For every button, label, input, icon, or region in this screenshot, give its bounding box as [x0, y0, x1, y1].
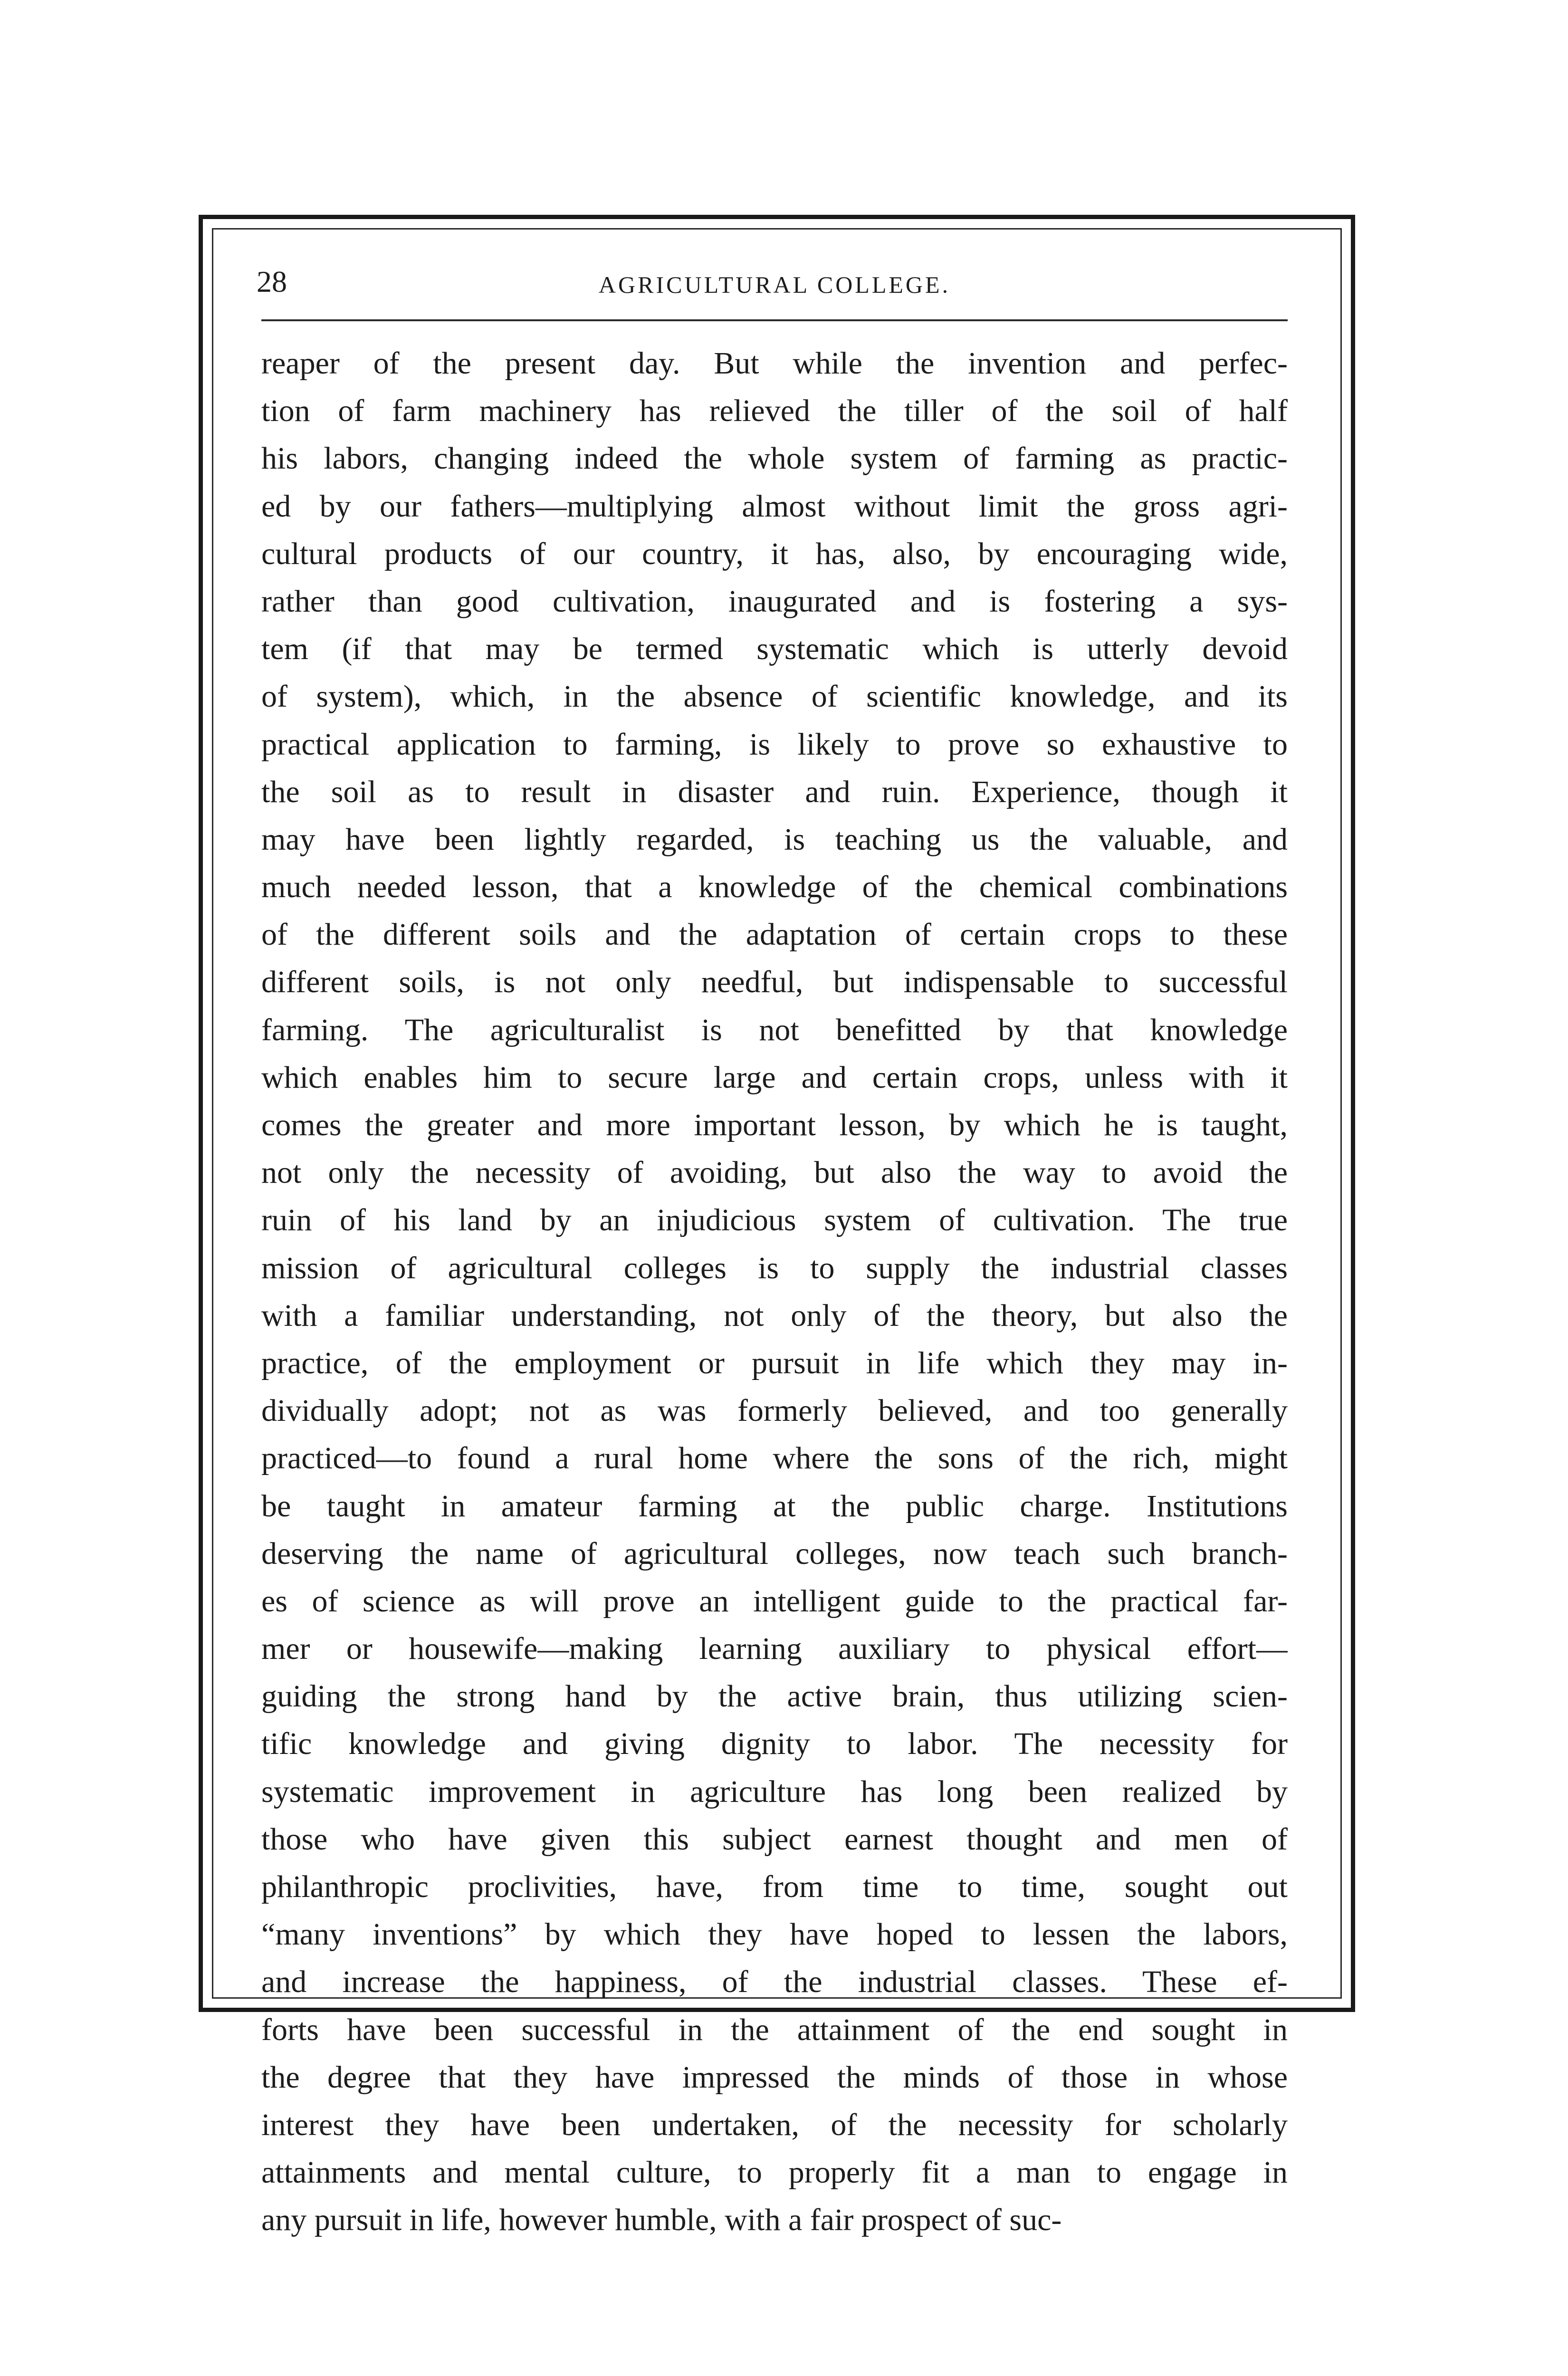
text-line: dividually adopt; not as was formerly believed, and too generally — [261, 1393, 1288, 1428]
text-line: may have been lightly regarded, is teaching us the valuable, and — [261, 822, 1288, 857]
text-line: interest they have been undertaken, of the necessity for scholarly — [261, 2107, 1288, 2142]
text-line: the degree that they have impressed the minds of those in whose — [261, 2060, 1288, 2095]
text-line: tific knowledge and giving dignity to labor. The necessity for — [261, 1726, 1288, 1762]
text-line: with a familiar understanding, not only of the theory, but also the — [261, 1298, 1288, 1333]
text-line: systematic improvement in agriculture has long been realized by — [261, 1774, 1288, 1809]
text-line: of system), which, in the absence of scientific knowledge, and its — [261, 679, 1288, 714]
header-rule — [261, 319, 1288, 321]
text-line: mer or housewife—making learning auxiliary to physical effort— — [261, 1631, 1288, 1667]
text-line: farming. The agriculturalist is not benefitted by that knowledge — [261, 1012, 1288, 1047]
text-line: “many inventions” by which they have hoped to lessen the labors, — [261, 1917, 1288, 1952]
text-line: practical application to farming, is likely to prove so exhaustive to — [261, 727, 1288, 762]
body-text — [261, 340, 1288, 2244]
text-line: deserving the name of agricultural colleges, now teach such branch- — [261, 1536, 1288, 1571]
text-line: which enables him to secure large and certain crops, unless with it — [261, 1060, 1288, 1095]
text-line: ed by our fathers—multiplying almost without limit the gross agri- — [261, 489, 1288, 524]
text-line: practiced—to found a rural home where the sons of the rich, might — [261, 1441, 1288, 1476]
text-line: any pursuit in life, however humble, with a fair prospect of suc- — [261, 2203, 1062, 2238]
text-line: the soil as to result in disaster and ruin. Experience, though it — [261, 774, 1288, 809]
text-line: mission of agricultural colleges is to supply the industrial classes — [261, 1250, 1288, 1285]
running-title: AGRICULTURAL COLLEGE. — [598, 271, 951, 298]
text-line: guiding the strong hand by the active brain, thus utilizing scien- — [261, 1679, 1288, 1714]
text-line: not only the necessity of avoiding, but also the way to avoid the — [261, 1155, 1288, 1190]
text-line: and increase the happiness, of the industrial classes. These ef- — [261, 1964, 1288, 2000]
text-line: rather than good cultivation, inaugurated and is fostering a sys- — [261, 584, 1288, 619]
text-line: ruin of his land by an injudicious system of cultivation. The true — [261, 1203, 1288, 1238]
text-line: be taught in amateur farming at the public charge. Institutions — [261, 1488, 1288, 1523]
text-line: comes the greater and more important lesson, by which he is taught, — [261, 1108, 1288, 1142]
text-line: much needed lesson, that a knowledge of the chemical combinations — [261, 870, 1288, 905]
text-line: practice, of the employment or pursuit in life which they may in- — [261, 1345, 1288, 1380]
text-line: tem (if that may be termed systematic which is utterly devoid — [261, 632, 1288, 667]
text-line: of the different soils and the adaptation of certain crops to these — [261, 917, 1288, 952]
text-line: philanthropic proclivities, have, from time to time, sought out — [261, 1869, 1288, 1904]
text-line: reaper of the present day. But while the invention and perfec- — [261, 346, 1288, 381]
text-line: tion of farm machinery has relieved the tiller of the soil of half — [261, 393, 1288, 429]
text-line: attainments and mental culture, to properly fit a man to engage in — [261, 2155, 1288, 2190]
text-line: forts have been successful in the attainment of the end sought in — [261, 2012, 1288, 2047]
text-line: his labors, changing indeed the whole system of farming as practic- — [261, 441, 1288, 476]
text-line: different soils, is not only needful, but indispensable to successful — [261, 965, 1288, 1000]
text-line: cultural products of our country, it has, also, by encouraging wide, — [261, 536, 1288, 571]
page-number: 28 — [257, 265, 287, 298]
page-header — [257, 260, 1292, 303]
text-line: those who have given this subject earnest thought and men of — [261, 1821, 1288, 1857]
text-line: es of science as will prove an intelligent guide to the practical far- — [261, 1583, 1288, 1619]
